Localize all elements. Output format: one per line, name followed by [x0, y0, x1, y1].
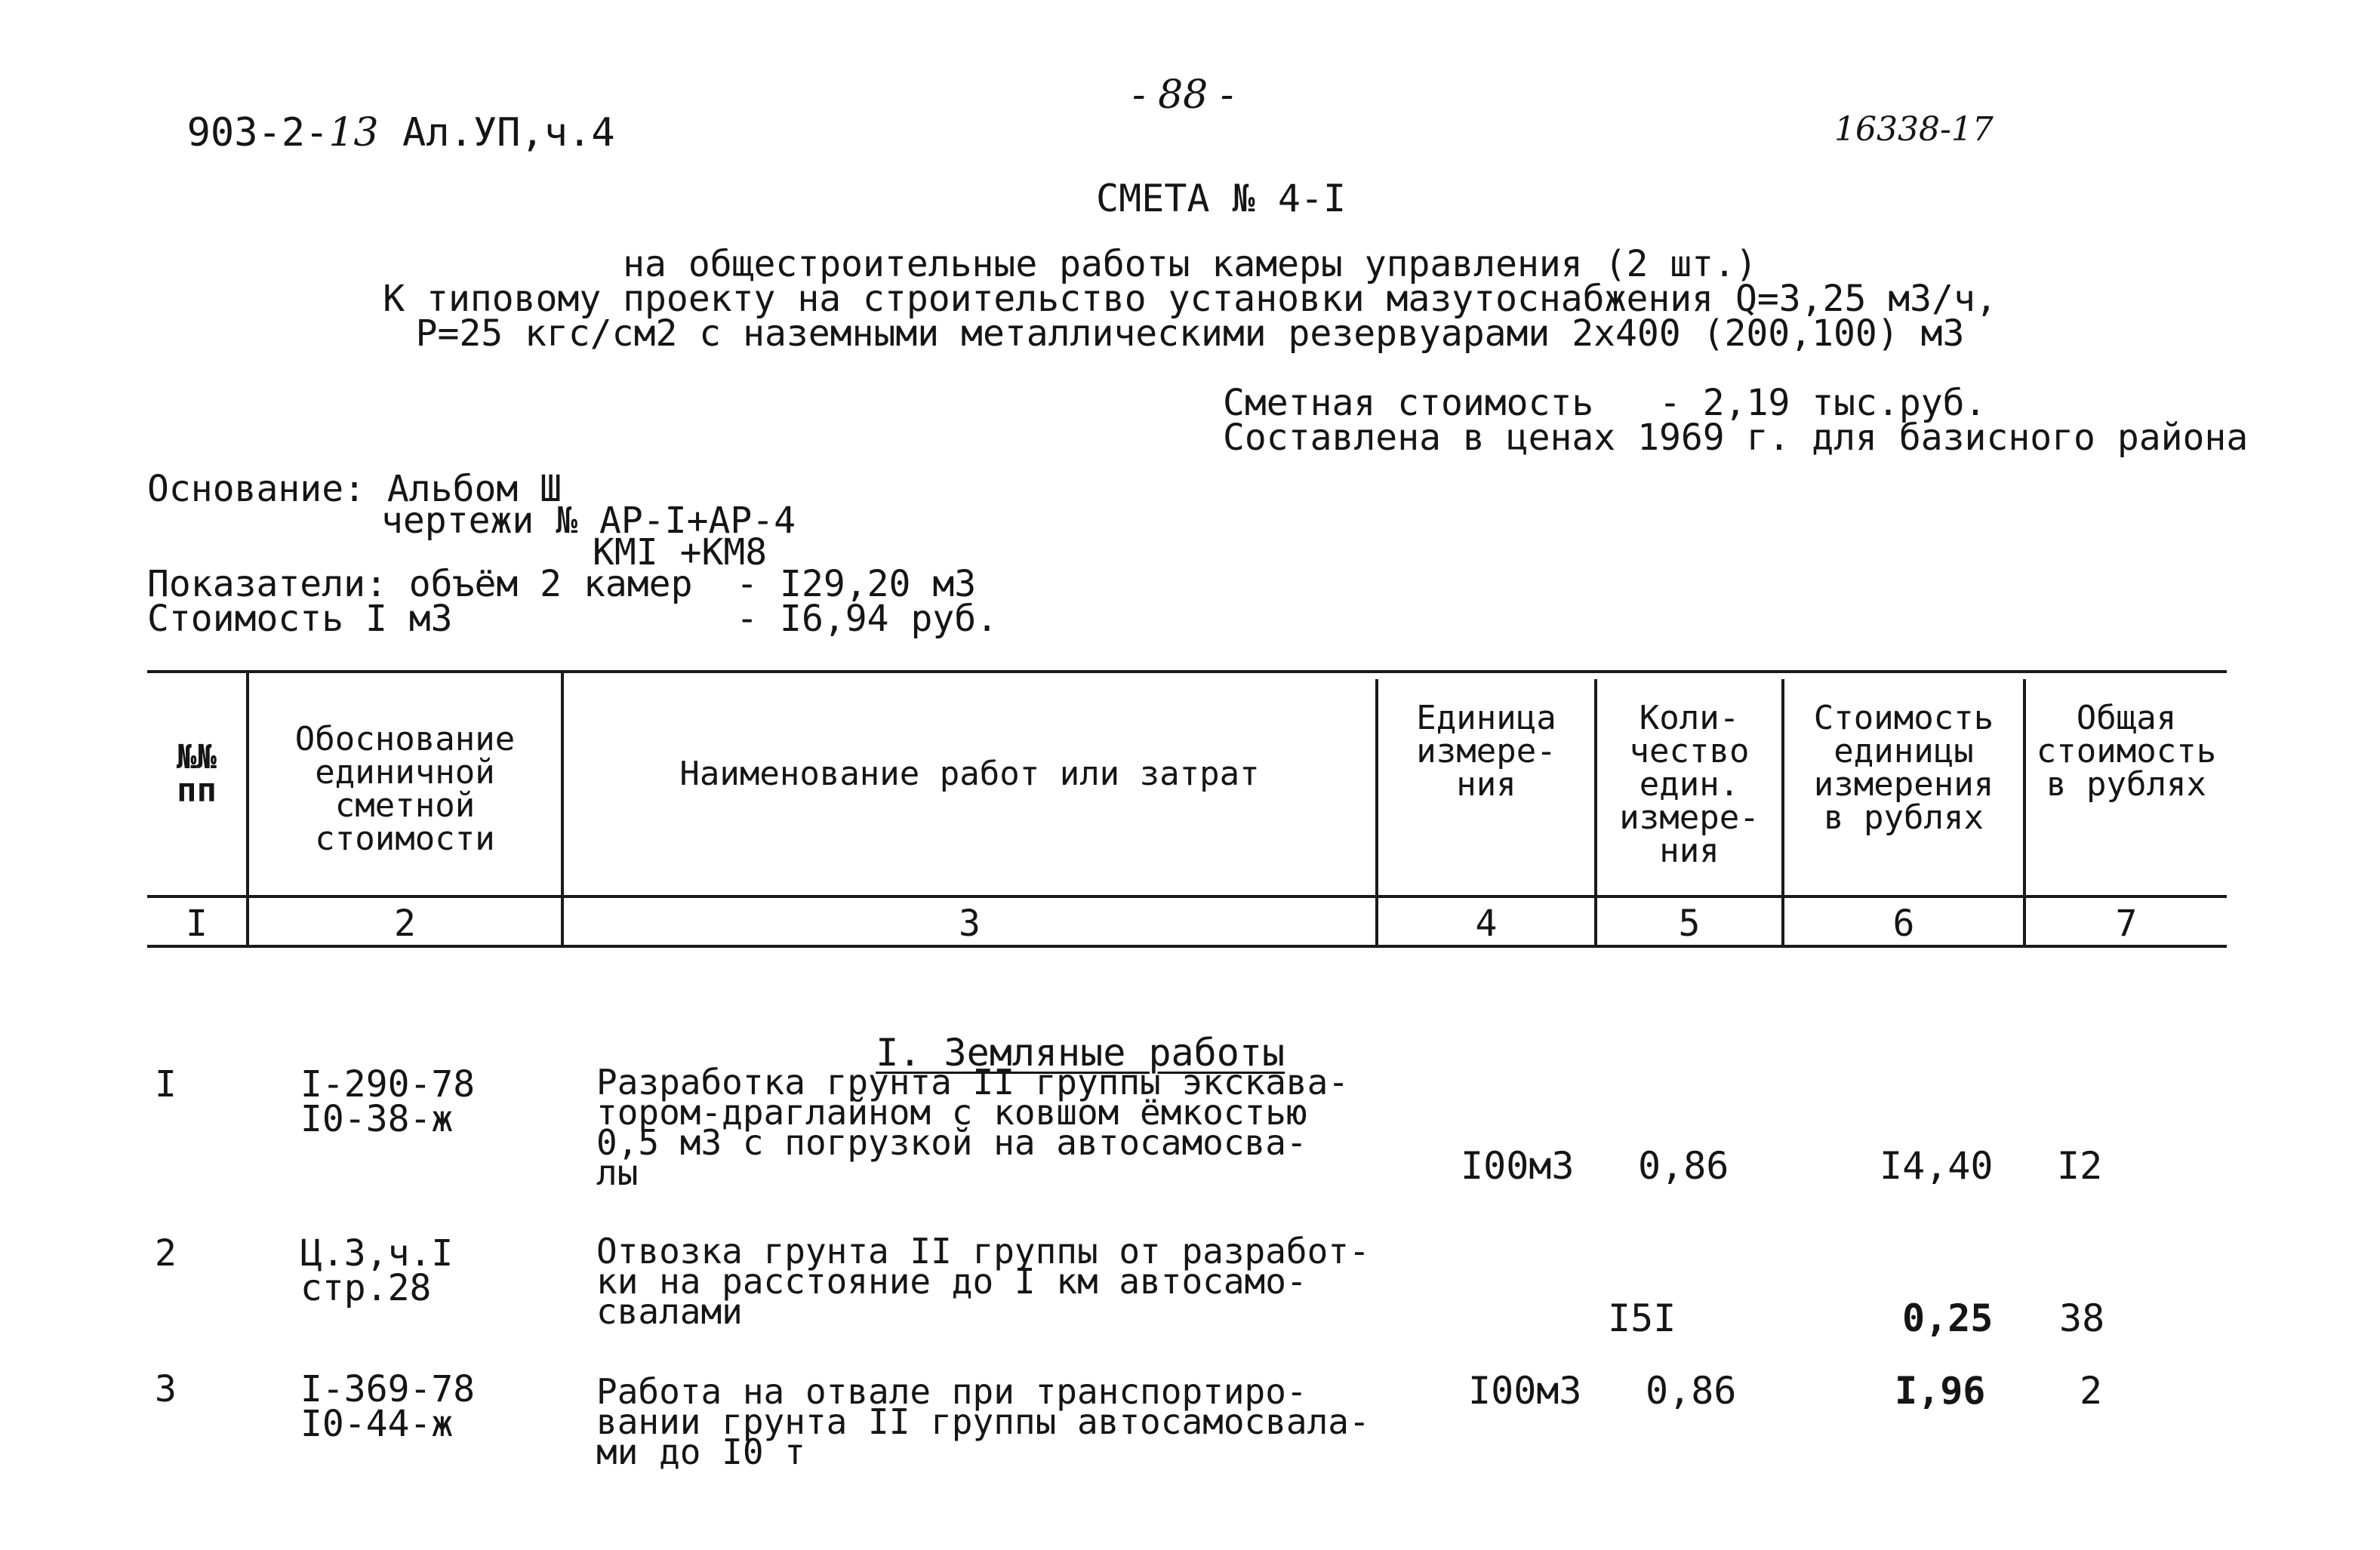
header-unit: Единица измере- ния: [1416, 699, 1556, 804]
row-1-basis: I-290-78 I0-38-ж: [300, 1063, 476, 1140]
row-2-work-name: Отвозка грунта II группы от разработ- ки на расстояние до I км автосамо- свалами: [596, 1231, 1370, 1332]
title-line-3: Р=25 кгс/см2 с наземными металлическими резервуарами 2х400 (200,100) м3: [415, 312, 1965, 355]
row-3-unit: I00м3: [1468, 1369, 1582, 1413]
title-line-2: К типовому проекту на строительство установки мазутоснабжения Q=3,25 м3/ч,: [383, 278, 1997, 320]
basis-album: Основание: Альбом Ш: [147, 468, 562, 510]
row-2-number: 2: [155, 1232, 177, 1275]
header-basis: Обоснование единичной сметной стоимости: [294, 720, 516, 858]
column-divider: [561, 670, 564, 948]
column-number: 3: [959, 903, 981, 945]
indicator-volume: Показатели: объём 2 камер - I29,20 м3: [147, 563, 977, 605]
row-1-quantity: 0,86: [1638, 1144, 1729, 1188]
section-title: [830, 996, 1285, 1075]
estimated-cost: Сметная стоимость - 2,19 тыс.руб.: [1223, 382, 1987, 424]
row-2-quantity: I5I: [1608, 1296, 1676, 1340]
header-unit-cost: Стоимость единицы измерения в рублях: [1813, 699, 1994, 837]
indicator-unit-cost: Стоимость I м3 - I6,94 руб.: [147, 598, 999, 640]
basis-drawings-km: КМI +КМ8: [593, 531, 768, 574]
header-total-cost: Общая стоимость в рублях: [2036, 699, 2217, 804]
row-1-unit-cost: I4,40: [1880, 1144, 1994, 1188]
row-2-basis: Ц.3,ч.I стр.28: [300, 1232, 454, 1309]
section-title-text: I. Земляные работы: [876, 1031, 1285, 1075]
document-code-handwritten: 13: [328, 110, 379, 155]
page-number: - 88 -: [1132, 72, 1234, 118]
row-3-total: 2: [2080, 1369, 2103, 1413]
document-code-suffix: Ал.УП,ч.4: [378, 110, 615, 155]
row-1-total: I2: [2057, 1144, 2103, 1188]
column-number: I: [186, 903, 208, 945]
inventory-number: 16338-17: [1834, 110, 1994, 149]
table-top-rule: [147, 670, 2227, 673]
row-1-unit: I00м3: [1461, 1144, 1575, 1188]
row-3-number: 3: [155, 1368, 177, 1410]
table-numbers-rule: [147, 945, 2227, 948]
price-basis: Составлена в ценах 1969 г. для базисного района: [1223, 417, 2249, 459]
header-work-name: Наименование работ или затрат: [679, 755, 1260, 793]
column-number: 6: [1892, 903, 1915, 945]
header-row-number: №№ пп: [177, 738, 217, 810]
column-number: 4: [1475, 903, 1498, 945]
estimate-title: СМЕТА № 4-I: [1096, 177, 1347, 220]
row-1-number: I: [155, 1063, 177, 1106]
row-2-total: 38: [2059, 1296, 2105, 1340]
column-number: 7: [2115, 903, 2138, 945]
row-3-unit-cost: I,96: [1895, 1369, 1986, 1413]
column-number: 5: [1678, 903, 1701, 945]
row-3-basis: I-369-78 I0-44-ж: [300, 1368, 476, 1445]
document-code-prefix: 903-2-: [186, 110, 329, 155]
title-line-1: на общестроительные работы камеры управления (2 шт.): [623, 243, 1757, 285]
table-header-rule: [147, 895, 2227, 898]
row-3-quantity: 0,86: [1646, 1369, 1737, 1413]
row-3-work-name: Работа на отвале при транспортиро- вании грунта II группы автосамосвала- ми до I0 т: [596, 1371, 1370, 1472]
basis-drawings: чертежи № АР-I+АР-4: [381, 500, 796, 542]
row-2-unit-cost: 0,25: [1902, 1296, 1994, 1340]
column-number: 2: [394, 903, 416, 945]
header-quantity: Коли- чество един. измере- ния: [1619, 699, 1760, 870]
document-code: [140, 74, 615, 155]
row-1-work-name: Разработка грунта II группы экскава- тором-драглайном с ковшом ёмкостью 0,5 м3 с погрузкой на автосамосва- лы: [596, 1062, 1349, 1193]
